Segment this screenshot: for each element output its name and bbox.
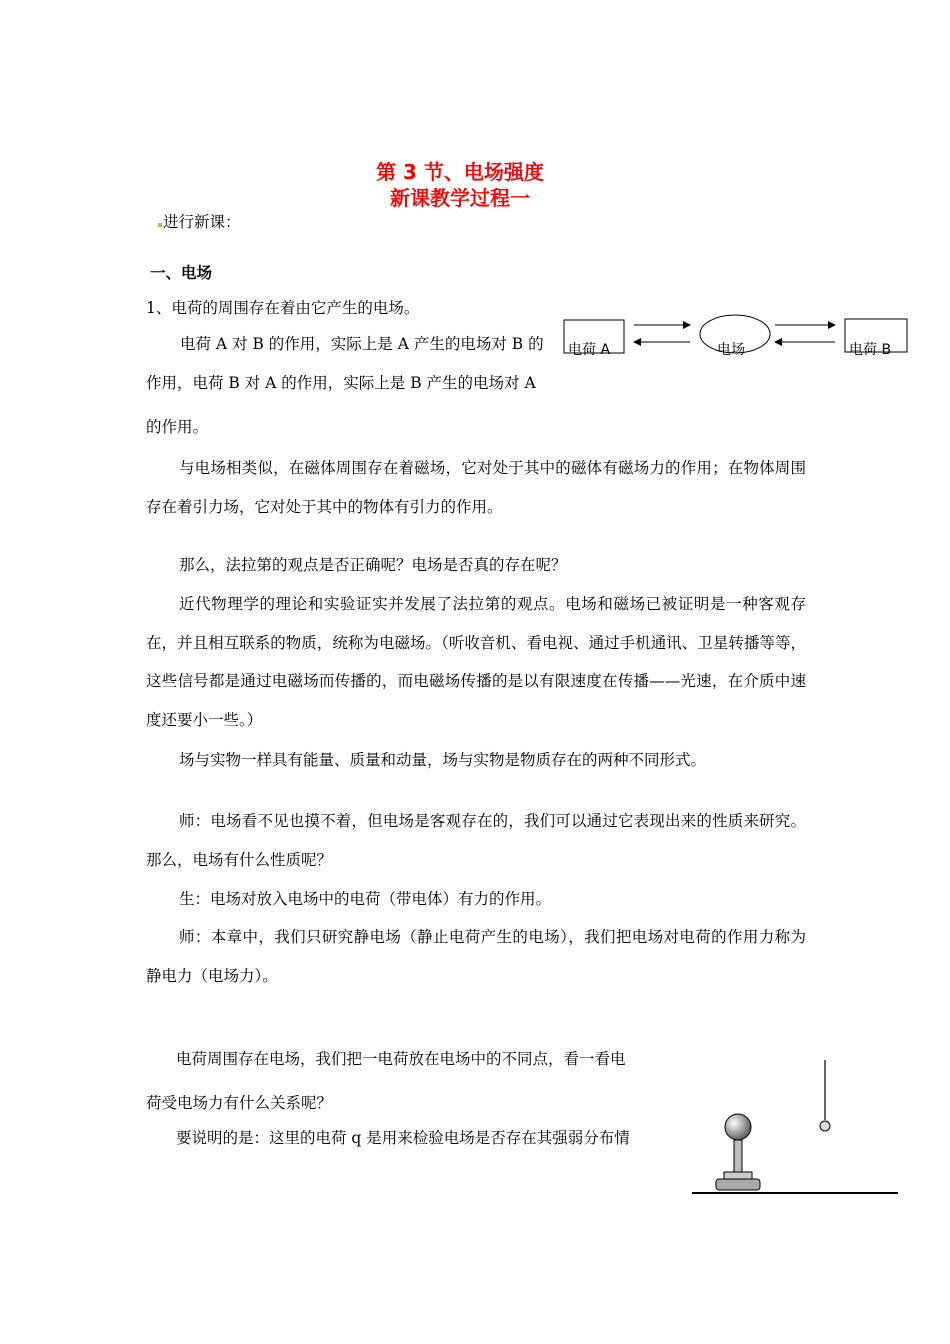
para1-line2: 作用，电荷 B 对 A 的作用，实际上是 B 产生的电场对 A	[146, 374, 536, 392]
para-teacher-1: 师：电场看不见也摸不着，但电场是客观存在的，我们可以通过它表现出来的性质来研究。那么，电场有什么性质呢？	[146, 812, 806, 869]
charged-sphere	[725, 1114, 751, 1140]
para-teacher-2: 师：本章中，我们只研究静电场（静止电荷产生的电场），我们把电场对电荷的作用力称为静电力（电场力）。	[146, 928, 806, 985]
charge-a-label: 电荷 A	[568, 342, 611, 358]
para-field-matter: 场与实物一样具有能量、质量和动量，场与实物是物质存在的两种不同形式。	[179, 751, 707, 769]
intro-text: 进行新课：	[163, 213, 241, 231]
intro-line	[158, 211, 241, 233]
page-subtitle: 新课教学过程一	[390, 186, 530, 210]
para9-line1: 电荷周围存在电场，我们把一电荷放在电场中的不同点，看一看电	[176, 1050, 626, 1068]
charge-experiment-figure	[690, 1055, 910, 1205]
student-text: 生：电场对放入电场中的电荷（带电体）有力的作用。	[179, 890, 552, 908]
page-title: 第 3 节、电场强度	[376, 160, 544, 184]
charge-b-label: 电荷 B	[849, 342, 892, 358]
point-1: 1、电荷的周围存在着由它产生的电场。	[146, 299, 420, 317]
test-charge-ball	[820, 1121, 830, 1131]
para1-line3: 的作用。	[146, 418, 209, 436]
para-question: 那么，法拉第的观点是否正确呢？电场是否真的存在呢？	[179, 556, 567, 574]
field-label: 电场	[717, 342, 745, 358]
para-modern-physics: 近代物理学的理论和实验证实并发展了法拉第的观点。电场和磁场已被证明是一种客观存在，并且相互联系的物质，统称为电磁场。（听收音机、看电视、通过手机通讯、卫星转播等等，这些信号都是通过电磁场而传播的，而电磁场传播的是以有限速度在传播——光速，在介质中速度还要小一些。）	[146, 595, 806, 729]
stand-collar	[724, 1172, 752, 1179]
para9-line3: 要说明的是：这里的电荷 q 是用来检验电场是否存在其强弱分布情	[176, 1129, 630, 1147]
field-interaction-diagram	[560, 310, 920, 365]
marker-icon	[158, 223, 162, 227]
sphere-stand-rod	[734, 1140, 742, 1172]
para-magnetic-field: 与电场相类似，在磁体周围存在着磁场，它对处于其中的磁体有磁场力的作用；在物体周围存在着引力场，它对处于其中的物体有引力的作用。	[146, 459, 806, 516]
para1-line1: 电荷 A 对 B 的作用，实际上是 A 产生的电场对 B 的	[180, 335, 544, 353]
section-heading: 一、电场	[150, 264, 213, 282]
stand-base	[716, 1179, 760, 1190]
para-student	[146, 880, 806, 919]
para9-line2: 荷受电场力有什么关系呢？	[146, 1094, 333, 1112]
